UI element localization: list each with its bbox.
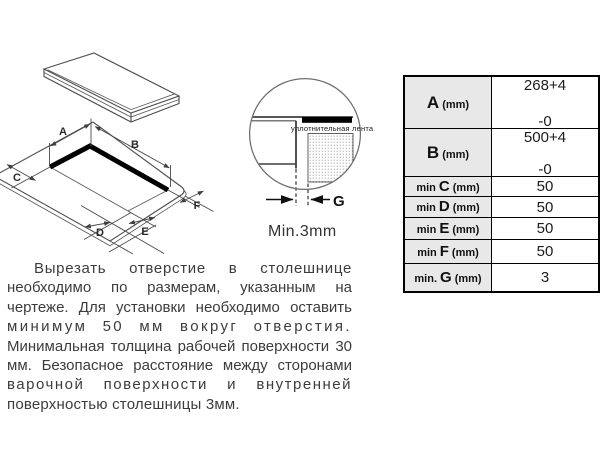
seal-detail-drawing <box>248 79 374 240</box>
dim-value-cell: 3 <box>492 264 600 293</box>
instruction-line: необходимо по размерам, указанным на <box>7 279 352 297</box>
dimensions-table-wrap <box>403 75 600 293</box>
dim-label-a: A <box>59 126 67 138</box>
instruction-line: поверхностью столешницы 3мм. <box>7 395 240 413</box>
dim-name-cell: A (mm) <box>404 76 492 129</box>
table-row <box>404 177 599 197</box>
min-gap-label: Min.3mm <box>268 223 337 240</box>
dim-name-cell: min. G (mm) <box>404 264 492 293</box>
instruction-line: минимум 50 мм вокруг отверстия. <box>7 318 352 336</box>
dim-name-cell: min E (mm) <box>404 218 492 240</box>
dim-name-cell: B (mm) <box>404 129 492 177</box>
installation-instructions <box>7 259 352 414</box>
dim-name-cell: min C (mm) <box>404 177 492 197</box>
dimensions-table <box>403 75 600 293</box>
table-row <box>404 197 599 218</box>
table-row <box>404 264 599 293</box>
dim-label-b: B <box>131 139 139 151</box>
instruction-line: чертеже. Для установки необходимо оставить <box>7 298 352 316</box>
sealing-tape-label: уплотнительная лента <box>291 124 374 133</box>
dim-name-cell: min D (mm) <box>404 197 492 218</box>
dim-value-cell: 50 <box>492 218 600 240</box>
instruction-line: варочной поверхности и внутренней <box>7 376 352 394</box>
isometric-cooktop-drawing <box>44 53 179 122</box>
dim-label-e: E <box>141 226 149 238</box>
dim-label-f: F <box>193 200 201 212</box>
dim-label-d: D <box>96 227 104 239</box>
cutout-plan-drawing <box>0 119 214 255</box>
table-row <box>404 76 599 129</box>
dim-value-cell: 500+4 -0 <box>492 129 600 177</box>
sealing-tape <box>302 117 352 123</box>
gap-letter-label: G <box>333 193 345 210</box>
instruction-line: мм. Безопасное расстояние между сторонами <box>7 357 352 375</box>
instruction-line: Минимальная толщина рабочей поверхности 30 <box>7 337 352 355</box>
table-row <box>404 129 599 177</box>
dim-value-cell: 50 <box>492 240 600 264</box>
dim-value-cell: 50 <box>492 197 600 218</box>
dim-value-cell: 50 <box>492 177 600 197</box>
instruction-line: Вырезать отверстие в столешнице <box>34 260 352 277</box>
dim-value-cell: 268+4 -0 <box>492 76 600 129</box>
table-row <box>404 240 599 264</box>
dim-label-c: C <box>13 172 21 184</box>
table-row <box>404 218 599 240</box>
dim-name-cell: min F (mm) <box>404 240 492 264</box>
